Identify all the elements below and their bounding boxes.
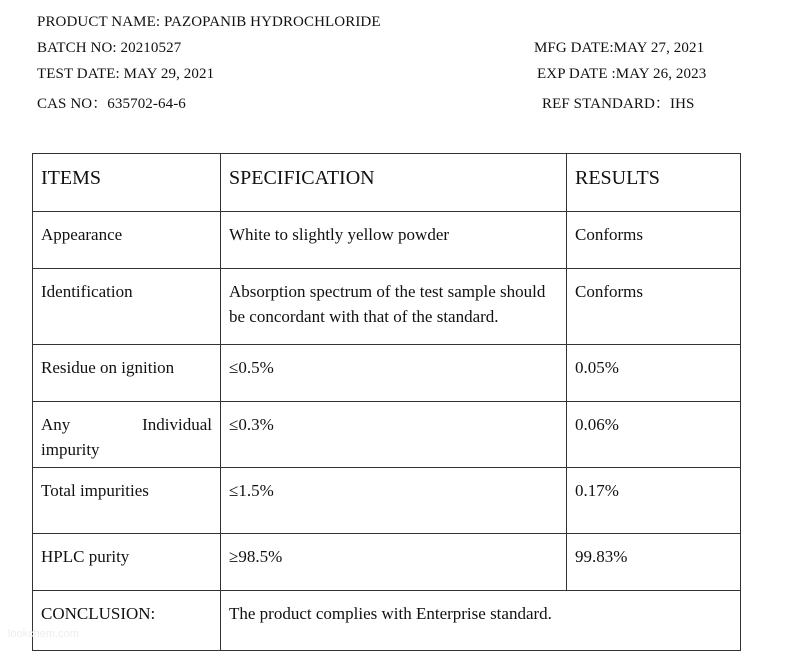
column-header-specification: SPECIFICATION xyxy=(221,154,567,212)
result-cell: 0.05% xyxy=(567,345,741,402)
watermark: lookchem.com xyxy=(8,628,79,640)
batch-number: BATCH NO: 20210527 xyxy=(37,40,182,56)
item-cell: Residue on ignition xyxy=(33,345,221,402)
item-cell: HPLC purity xyxy=(33,534,221,591)
result-cell: Conforms xyxy=(567,212,741,269)
spec-cell: ≤0.3% xyxy=(221,402,567,468)
spec-cell: Absorption spectrum of the test sample should be concordant with that of the standard. xyxy=(221,269,567,345)
table-header-row xyxy=(33,154,741,212)
test-date: TEST DATE: MAY 29, 2021 xyxy=(37,66,215,82)
item-cell xyxy=(33,402,221,468)
spec-cell: White to slightly yellow powder xyxy=(221,212,567,269)
result-cell: Conforms xyxy=(567,269,741,345)
spec-cell: ≤1.5% xyxy=(221,468,567,534)
item-word: Individual xyxy=(142,415,212,434)
item-justified-line xyxy=(41,412,212,437)
result-cell: 99.83% xyxy=(567,534,741,591)
conclusion-row xyxy=(33,591,741,651)
column-header-items: ITEMS xyxy=(33,154,221,212)
item-word: Any xyxy=(41,415,71,434)
table-row xyxy=(33,212,741,269)
item-cell: Identification xyxy=(33,269,221,345)
spec-cell: ≤0.5% xyxy=(221,345,567,402)
cas-number: CAS NO：635702-64-6 xyxy=(37,96,186,112)
spec-cell: ≥98.5% xyxy=(221,534,567,591)
conclusion-label: CONCLUSION: xyxy=(33,591,221,651)
specification-table xyxy=(32,153,741,651)
item-cell: Appearance xyxy=(33,212,221,269)
item-cell: Total impurities xyxy=(33,468,221,534)
table-row xyxy=(33,468,741,534)
result-cell: 0.17% xyxy=(567,468,741,534)
exp-date: EXP DATE :MAY 26, 2023 xyxy=(537,66,707,82)
item-line: impurity xyxy=(41,440,100,459)
table-row xyxy=(33,345,741,402)
table-row xyxy=(33,534,741,591)
product-name: PRODUCT NAME: PAZOPANIB HYDROCHLORIDE xyxy=(37,14,381,30)
table-row xyxy=(33,402,741,468)
result-cell: 0.06% xyxy=(567,402,741,468)
ref-standard: REF STANDARD：IHS xyxy=(542,96,695,112)
table-row xyxy=(33,269,741,345)
column-header-results: RESULTS xyxy=(567,154,741,212)
mfg-date: MFG DATE:MAY 27, 2021 xyxy=(534,40,705,56)
conclusion-text: The product complies with Enterprise standard. xyxy=(221,591,741,651)
